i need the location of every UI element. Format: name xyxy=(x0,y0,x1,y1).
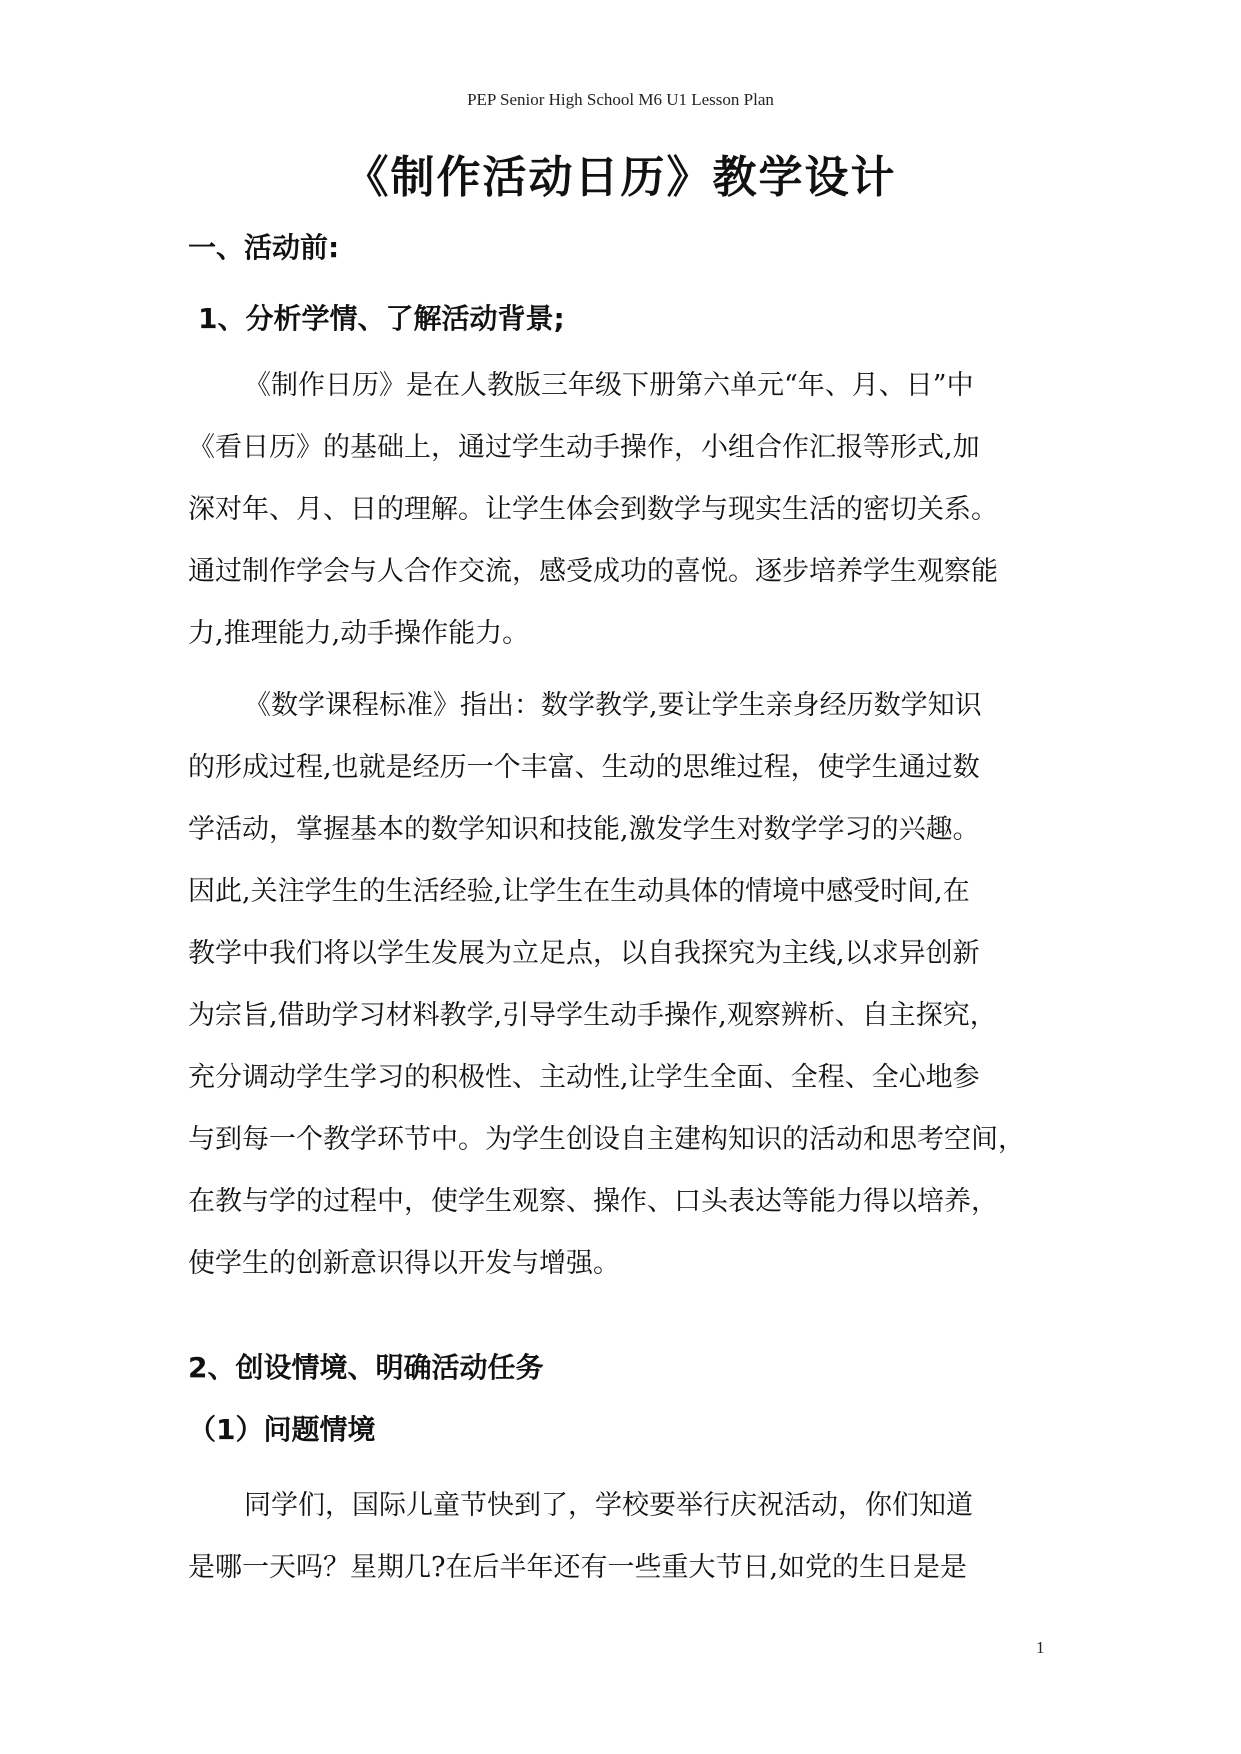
paragraph-problem-scenario xyxy=(188,1475,1058,1599)
section-heading-before-activity: 一、活动前: xyxy=(188,231,340,264)
paragraph-line: 为宗旨,借助学习材料教学,引导学生动手操作,观察辨析、自主探究， xyxy=(188,1000,997,1031)
paragraph-line: 的形成过程,也就是经历一个丰富、生动的思维过程，使学生通过数 xyxy=(188,752,980,783)
paragraph-line: 与到每一个教学环节中。为学生创设自主建构知识的活动和思考空间， xyxy=(188,1124,1025,1155)
paragraph-background xyxy=(188,355,1058,665)
document-title: 《制作活动日历》教学设计 xyxy=(344,152,897,203)
paragraph-line: 通过制作学会与人合作交流，感受成功的喜悦。逐步培养学生观察能 xyxy=(188,556,998,587)
paragraph-line: 因此,关注学生的生活经验,让学生在生动具体的情境中感受时间,在 xyxy=(188,876,970,907)
paragraph-line: 使学生的创新意识得以开发与增强。 xyxy=(188,1248,620,1279)
paragraph-line: 《看日历》的基础上，通过学生动手操作，小组合作汇报等形式,加 xyxy=(188,432,980,463)
paragraph-line: 深对年、月、日的理解。让学生体会到数学与现实生活的密切关系。 xyxy=(188,494,998,525)
paragraph-line: 学活动，掌握基本的数学知识和技能,激发学生对数学学习的兴趣。 xyxy=(188,814,980,845)
page-number: 1 xyxy=(1036,1638,1045,1657)
page-header: PEP Senior High School M6 U1 Lesson Plan xyxy=(467,90,774,109)
paragraph-line: 在教与学的过程中，使学生观察、操作、口头表达等能力得以培养， xyxy=(188,1186,998,1217)
subsection-heading-problem-scenario: （1）问题情境 xyxy=(188,1413,376,1446)
subsection-heading-analysis: 1、分析学情、了解活动背景; xyxy=(198,302,565,335)
subsection-heading-scenario: 2、创设情境、明确活动任务 xyxy=(188,1351,544,1384)
paragraph-line: 充分调动学生学习的积极性、主动性,让学生全面、全程、全心地参 xyxy=(188,1062,980,1093)
paragraph-curriculum-standard xyxy=(188,675,1058,1295)
paragraph-line: 同学们，国际儿童节快到了，学校要举行庆祝活动，你们知道 xyxy=(244,1490,973,1521)
paragraph-line: 是哪一天吗？星期几?在后半年还有一些重大节日,如党的生日是是 xyxy=(188,1552,968,1583)
paragraph-line: 力,推理能力,动手操作能力。 xyxy=(188,618,530,649)
paragraph-line: 《数学课程标准》指出：数学教学,要让学生亲身经历数学知识 xyxy=(244,690,982,721)
paragraph-line: 《制作日历》是在人教版三年级下册第六单元“年、月、日”中 xyxy=(244,370,974,401)
paragraph-line: 教学中我们将以学生发展为立足点，以自我探究为主线,以求异创新 xyxy=(188,938,980,969)
